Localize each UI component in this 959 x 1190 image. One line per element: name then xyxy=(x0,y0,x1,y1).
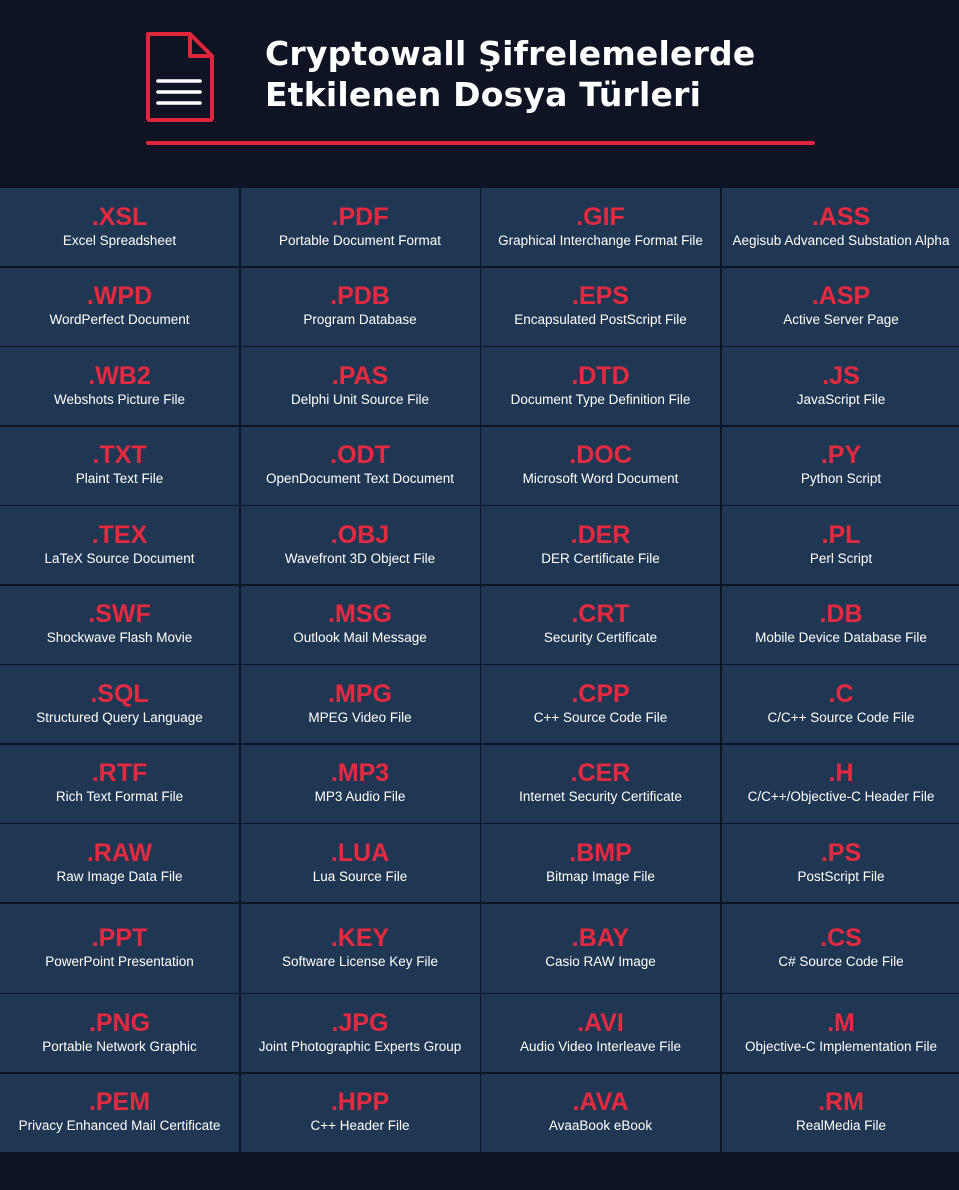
file-description: MP3 Audio File xyxy=(314,789,406,804)
file-type-cell xyxy=(0,506,239,584)
page-title xyxy=(265,33,755,115)
file-type-cell xyxy=(241,427,480,505)
file-description: Mobile Device Database File xyxy=(755,630,927,645)
file-description: MPEG Video File xyxy=(308,709,412,725)
file-description: Bitmap Image File xyxy=(546,868,655,884)
file-description: Document Type Definition File xyxy=(510,391,691,407)
file-type-cell xyxy=(0,824,239,902)
file-extension: .JPG xyxy=(331,1008,389,1037)
file-type-cell xyxy=(0,745,239,823)
file-description: Program Database xyxy=(303,312,417,327)
file-extension: .PNG xyxy=(88,1008,151,1037)
file-description: JavaScript File xyxy=(796,391,886,407)
file-extension: .CPP xyxy=(571,679,630,708)
file-description: C/C++ Source Code File xyxy=(767,709,915,725)
file-type-cell xyxy=(241,994,480,1072)
file-type-cell xyxy=(241,745,480,823)
file-description: Wavefront 3D Object File xyxy=(284,550,436,566)
file-extension: .CRT xyxy=(571,600,630,628)
file-description: Casio RAW Image xyxy=(545,953,656,969)
file-type-cell xyxy=(0,427,239,505)
file-description: Audio Video Interleave File xyxy=(519,1038,682,1054)
file-type-cell xyxy=(0,188,239,266)
file-type-cell xyxy=(722,586,959,664)
file-type-cell xyxy=(241,665,480,743)
file-type-cell xyxy=(0,665,239,743)
document-icon xyxy=(144,30,216,124)
file-description: Software License Key File xyxy=(281,953,439,969)
file-description: Outlook Mail Message xyxy=(293,630,427,645)
file-extension: .PS xyxy=(820,838,862,867)
file-type-cell xyxy=(481,904,720,993)
file-extension: .HPP xyxy=(330,1088,390,1116)
file-description: Active Server Page xyxy=(783,312,899,327)
file-extension: .OBJ xyxy=(330,520,390,549)
file-description: Structured Query Language xyxy=(36,709,203,725)
file-type-cell xyxy=(241,188,480,266)
file-description: Portable Network Graphic xyxy=(42,1038,197,1054)
file-extension: .CS xyxy=(820,923,862,952)
file-type-cell xyxy=(481,268,720,346)
file-extension: .ASS xyxy=(811,202,871,231)
file-extension: .PAS xyxy=(331,361,389,390)
file-description: LaTeX Source Document xyxy=(44,550,195,566)
file-description: Aegisub Advanced Substation Alpha xyxy=(732,232,950,248)
file-type-cell xyxy=(722,188,959,266)
file-extension: .GIF xyxy=(576,202,625,231)
file-type-cell xyxy=(722,268,959,346)
file-type-cell xyxy=(241,824,480,902)
file-description: Excel Spreadsheet xyxy=(62,232,177,248)
file-description: PowerPoint Presentation xyxy=(45,953,194,969)
file-description: Joint Photographic Experts Group xyxy=(258,1038,462,1054)
file-type-cell xyxy=(0,347,239,425)
file-description: Objective-C Implementation File xyxy=(744,1038,938,1054)
file-extension: .KEY xyxy=(330,923,390,952)
file-type-cell xyxy=(481,506,720,584)
file-extension: .PDF xyxy=(331,202,389,231)
file-type-grid xyxy=(0,188,959,1152)
file-description: Security Certificate xyxy=(543,630,658,645)
file-description: Lua Source File xyxy=(312,868,408,884)
file-extension: .DER xyxy=(570,520,631,549)
file-type-cell xyxy=(481,347,720,425)
title-underline xyxy=(146,141,815,145)
file-type-cell xyxy=(0,268,239,346)
file-description: PostScript File xyxy=(797,868,885,884)
title-line-1: Cryptowall Şifrelemelerde xyxy=(265,34,756,73)
file-type-cell xyxy=(0,586,239,664)
file-description: Delphi Unit Source File xyxy=(290,391,430,407)
file-extension: .JS xyxy=(822,361,860,390)
file-description: C/C++/Objective-C Header File xyxy=(747,789,935,804)
file-extension: .AVI xyxy=(577,1008,624,1037)
file-type-cell xyxy=(481,994,720,1072)
file-extension: .DOC xyxy=(569,441,632,469)
file-extension: .AVA xyxy=(572,1088,629,1116)
file-extension: .BMP xyxy=(569,838,632,867)
file-type-cell xyxy=(481,745,720,823)
file-extension: .TEX xyxy=(91,520,148,549)
file-extension: .PY xyxy=(820,441,862,469)
file-type-cell xyxy=(481,427,720,505)
file-type-cell xyxy=(722,347,959,425)
file-type-cell xyxy=(0,994,239,1072)
file-type-cell xyxy=(241,347,480,425)
file-type-cell xyxy=(481,824,720,902)
file-extension: .WB2 xyxy=(88,361,151,390)
file-description: Shockwave Flash Movie xyxy=(46,630,193,645)
file-type-cell xyxy=(722,1074,959,1152)
file-description: Microsoft Word Document xyxy=(522,471,679,486)
header xyxy=(0,0,959,188)
file-type-cell xyxy=(241,586,480,664)
file-extension: .EPS xyxy=(572,282,629,310)
file-extension: .RM xyxy=(818,1088,864,1116)
title-line-2: Etkilenen Dosya Türleri xyxy=(265,75,702,114)
file-description: Graphical Interchange Format File xyxy=(498,232,703,248)
file-description: AvaaBook eBook xyxy=(548,1118,653,1133)
file-description: Portable Document Format xyxy=(278,232,442,248)
file-type-cell xyxy=(722,824,959,902)
file-description: OpenDocument Text Document xyxy=(265,471,455,486)
file-type-cell xyxy=(722,427,959,505)
file-type-cell xyxy=(241,506,480,584)
file-extension: .MSG xyxy=(328,600,392,628)
file-type-cell xyxy=(722,904,959,993)
file-description: Perl Script xyxy=(809,550,873,566)
file-extension: .H xyxy=(828,759,854,787)
file-type-cell xyxy=(0,904,239,993)
file-description: Encapsulated PostScript File xyxy=(514,312,687,327)
file-extension: .PL xyxy=(821,520,861,549)
file-type-cell xyxy=(481,586,720,664)
file-extension: .SWF xyxy=(88,600,151,628)
file-description: Internet Security Certificate xyxy=(519,789,682,804)
file-extension: .MP3 xyxy=(330,759,390,787)
file-description: Python Script xyxy=(800,471,882,486)
file-extension: .BAY xyxy=(571,923,630,952)
file-description: C++ Header File xyxy=(310,1118,410,1133)
file-description: C# Source Code File xyxy=(778,953,904,969)
file-extension: .C xyxy=(828,679,854,708)
file-extension: .WPD xyxy=(86,282,153,310)
file-extension: .ODT xyxy=(330,441,390,469)
file-extension: .PEM xyxy=(88,1088,151,1116)
file-description: C++ Source Code File xyxy=(533,709,668,725)
file-extension: .MPG xyxy=(328,679,392,708)
file-type-cell xyxy=(241,904,480,993)
file-extension: .PDB xyxy=(330,282,390,310)
file-type-cell xyxy=(481,665,720,743)
file-extension: .ASP xyxy=(811,282,871,310)
file-description: Plaint Text File xyxy=(75,471,164,486)
file-extension: .M xyxy=(827,1008,855,1037)
file-description: Raw Image Data File xyxy=(56,868,183,884)
file-extension: .RTF xyxy=(91,759,148,787)
file-extension: .DTD xyxy=(571,361,630,390)
file-extension: .XSL xyxy=(91,202,148,231)
file-description: RealMedia File xyxy=(795,1118,887,1133)
file-description: DER Certificate File xyxy=(541,550,660,566)
file-type-cell xyxy=(722,506,959,584)
file-description: Rich Text Format File xyxy=(55,789,184,804)
file-type-cell xyxy=(481,188,720,266)
file-type-cell xyxy=(722,994,959,1072)
file-description: Webshots Picture File xyxy=(53,391,186,407)
file-type-cell xyxy=(241,1074,480,1152)
file-type-cell xyxy=(481,1074,720,1152)
file-extension: .SQL xyxy=(90,679,149,708)
file-extension: .DB xyxy=(819,600,863,628)
file-type-cell xyxy=(241,268,480,346)
file-type-cell xyxy=(722,745,959,823)
file-extension: .PPT xyxy=(91,923,148,952)
file-extension: .RAW xyxy=(86,838,153,867)
file-type-cell xyxy=(0,1074,239,1152)
file-extension: .LUA xyxy=(330,838,390,867)
file-description: WordPerfect Document xyxy=(49,312,190,327)
file-type-cell xyxy=(722,665,959,743)
file-description: Privacy Enhanced Mail Certificate xyxy=(18,1118,221,1133)
file-extension: .TXT xyxy=(92,441,147,469)
file-extension: .CER xyxy=(570,759,631,787)
